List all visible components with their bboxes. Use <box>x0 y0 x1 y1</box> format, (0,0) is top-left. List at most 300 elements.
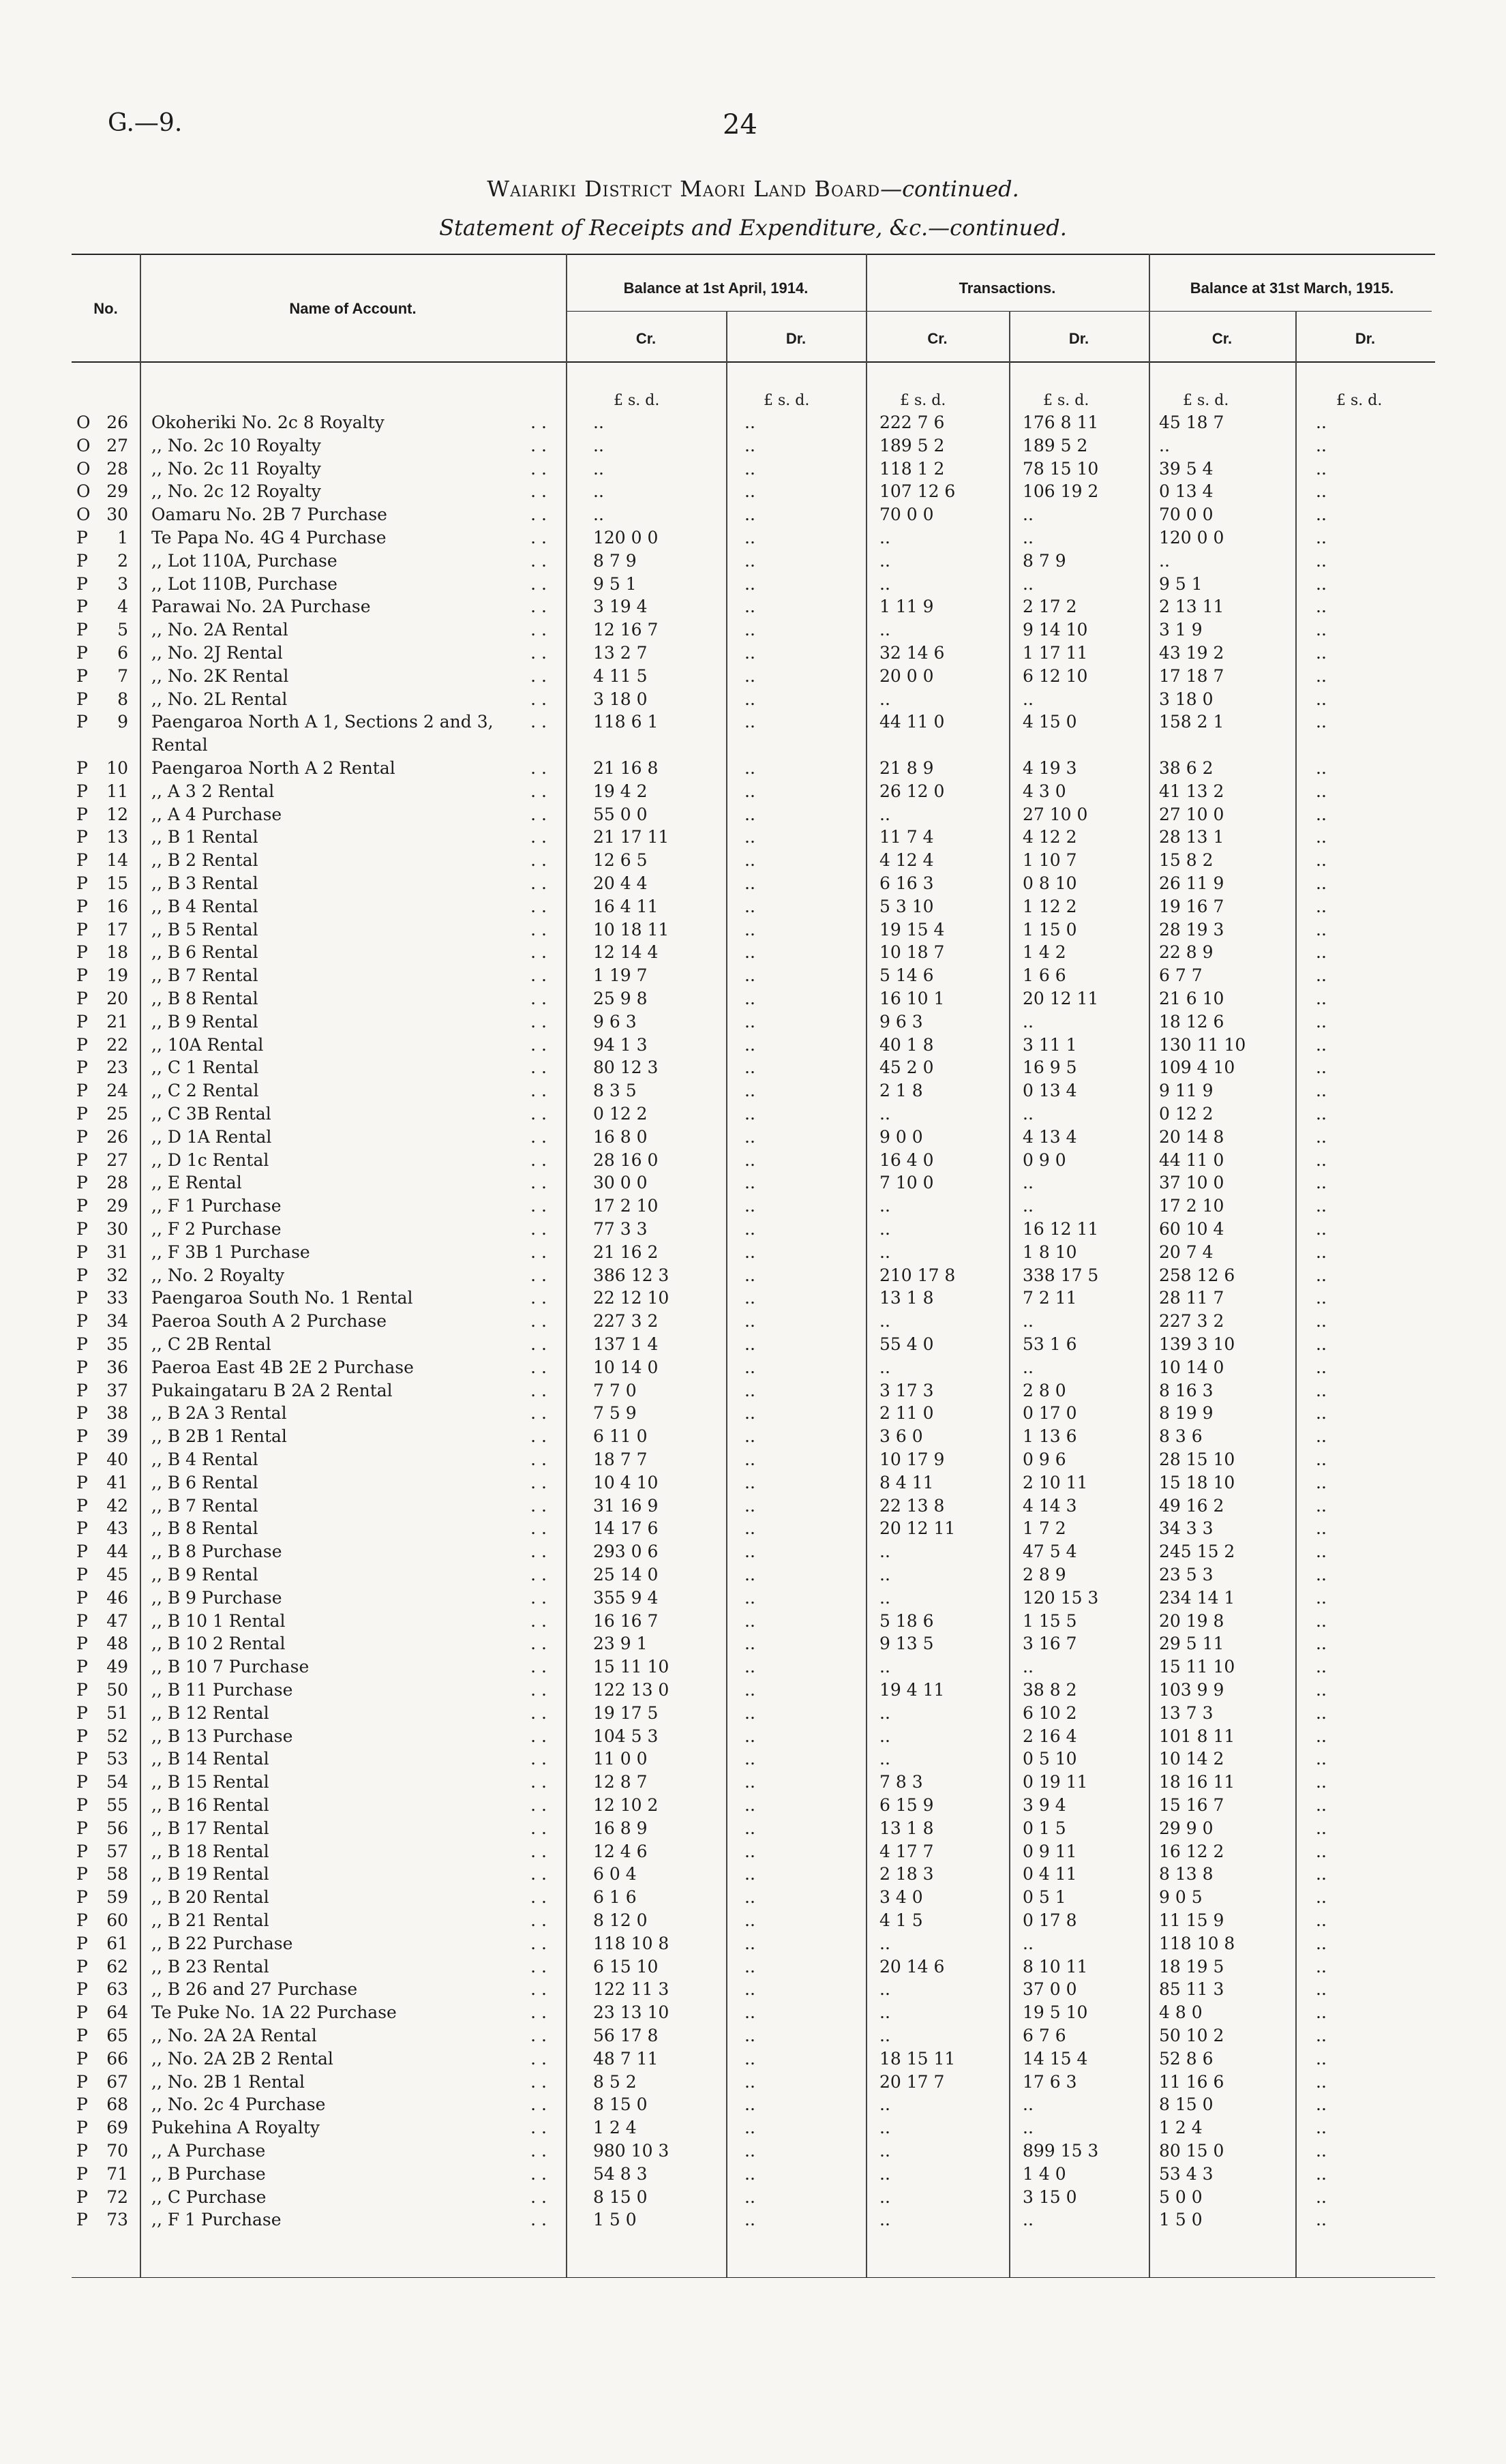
transaction-cr: 4 17 7 <box>879 1841 934 1861</box>
title-main: Waiariki District Maori Land Board <box>487 176 881 202</box>
transaction-dr: 338 17 5 <box>1023 1265 1099 1285</box>
account-prefix: O <box>76 458 91 479</box>
closing-dr: .. <box>1316 1173 1327 1193</box>
opening-cr: .. <box>593 435 604 455</box>
leader-dots: . . <box>530 942 547 963</box>
leader-dots: . . <box>530 827 547 847</box>
table-row <box>0 1310 1506 1333</box>
leader-dots: . . <box>530 1449 547 1469</box>
leader-dots: . . <box>530 665 547 686</box>
opening-cr: 7 5 9 <box>593 1403 637 1424</box>
transaction-cr: 32 14 6 <box>879 643 945 663</box>
table-row <box>0 1563 1506 1587</box>
transaction-cr: 1 11 9 <box>879 597 934 617</box>
transaction-cr: 107 12 6 <box>879 481 956 502</box>
closing-cr: 38 6 2 <box>1159 758 1214 778</box>
table-row <box>0 1079 1506 1102</box>
leader-dots: . . <box>530 919 547 940</box>
transaction-cr: 6 15 9 <box>879 1795 934 1815</box>
account-name: ,, No. 2c 10 Royalty <box>151 435 321 455</box>
account-name: ,, B 23 Rental <box>151 1956 269 1977</box>
account-name: Paeroa South A 2 Purchase <box>151 1311 387 1332</box>
opening-dr: .. <box>744 1979 755 2000</box>
account-number: 63 <box>106 1979 128 2000</box>
closing-cr: 6 7 7 <box>1159 965 1203 986</box>
table-row <box>0 618 1506 642</box>
transaction-dr: 53 1 6 <box>1023 1334 1077 1354</box>
transaction-cr: 13 1 8 <box>879 1818 934 1838</box>
closing-dr: .. <box>1316 1311 1327 1332</box>
transaction-cr: 16 4 0 <box>879 1150 934 1170</box>
opening-dr: .. <box>744 1357 755 1377</box>
transaction-cr: .. <box>879 2094 890 2115</box>
units-close-dr: £ s. d. <box>1336 392 1383 409</box>
account-number: 27 <box>106 435 128 455</box>
table-row <box>0 2001 1506 2024</box>
account-number: 27 <box>106 1150 128 1170</box>
closing-dr: .. <box>1316 1979 1327 2000</box>
document-reference: G.—9. <box>108 109 183 137</box>
opening-cr: 17 2 10 <box>593 1196 659 1216</box>
closing-cr: 0 13 4 <box>1159 481 1214 502</box>
account-prefix: P <box>76 2094 88 2115</box>
closing-cr: 13 7 3 <box>1159 1702 1214 1723</box>
closing-dr: .. <box>1316 1057 1327 1078</box>
account-number: 46 <box>106 1587 128 1608</box>
table-row <box>0 1702 1506 1725</box>
closing-dr: .. <box>1316 2002 1327 2023</box>
account-name: ,, A 3 2 Rental <box>151 781 275 801</box>
leader-dots: . . <box>530 2048 547 2069</box>
account-prefix: P <box>76 1726 88 1746</box>
closing-cr: 70 0 0 <box>1159 505 1214 525</box>
transaction-dr: 16 12 11 <box>1023 1219 1099 1239</box>
transaction-dr: .. <box>1023 1173 1034 1193</box>
account-name: Parawai No. 2A Purchase <box>151 597 371 617</box>
account-number: 29 <box>106 1196 128 1216</box>
account-prefix: P <box>76 1610 88 1631</box>
opening-dr: .. <box>744 919 755 940</box>
opening-cr: 227 3 2 <box>593 1311 659 1332</box>
account-prefix: P <box>76 1841 88 1861</box>
closing-dr: .. <box>1316 643 1327 663</box>
opening-dr: .. <box>744 1610 755 1631</box>
opening-dr: .. <box>744 1634 755 1654</box>
closing-cr: 52 8 6 <box>1159 2048 1214 2069</box>
account-number: 26 <box>106 1126 128 1147</box>
opening-cr: 10 18 11 <box>593 919 669 940</box>
leader-dots: . . <box>530 1288 547 1308</box>
page-number: 24 <box>723 109 757 140</box>
account-number: 22 <box>106 1034 128 1055</box>
transaction-dr: .. <box>1023 1933 1034 1953</box>
account-number: 29 <box>106 481 128 502</box>
leader-dots: . . <box>530 1265 547 1285</box>
closing-cr: 53 4 3 <box>1159 2163 1214 2184</box>
opening-dr: .. <box>744 2163 755 2184</box>
transaction-cr: 189 5 2 <box>879 435 945 455</box>
closing-cr: 18 16 11 <box>1159 1772 1235 1792</box>
closing-cr: 158 2 1 <box>1159 712 1224 732</box>
transaction-dr: 0 9 6 <box>1023 1449 1066 1469</box>
account-prefix: P <box>76 1795 88 1815</box>
account-number: 13 <box>106 827 128 847</box>
closing-cr: 26 11 9 <box>1159 873 1224 893</box>
transaction-cr: 16 10 1 <box>879 989 945 1008</box>
closing-dr: .. <box>1316 942 1327 963</box>
closing-dr: .. <box>1316 2048 1327 2069</box>
account-prefix: P <box>76 1449 88 1469</box>
leader-dots: . . <box>530 896 547 916</box>
table-row <box>0 1771 1506 1794</box>
leader-dots: . . <box>530 758 547 778</box>
leader-dots: . . <box>530 1011 547 1032</box>
transaction-dr: 2 8 9 <box>1023 1565 1066 1584</box>
leader-dots: . . <box>530 1126 547 1147</box>
closing-cr: 15 8 2 <box>1159 850 1214 871</box>
account-name: ,, No. 2A Rental <box>151 620 288 640</box>
opening-cr: 0 12 2 <box>593 1104 648 1124</box>
closing-cr: 50 10 2 <box>1159 2026 1224 2045</box>
account-prefix: P <box>76 919 88 940</box>
opening-cr: 30 0 0 <box>593 1173 648 1193</box>
table-row <box>0 595 1506 618</box>
account-number: 61 <box>106 1933 128 1953</box>
units-open-cr: £ s. d. <box>614 392 660 409</box>
transaction-dr: 4 15 0 <box>1023 712 1077 732</box>
transaction-dr: 2 10 11 <box>1023 1472 1088 1492</box>
opening-dr: .. <box>744 1150 755 1170</box>
account-prefix: P <box>76 1657 88 1677</box>
transaction-dr: 6 12 10 <box>1023 665 1088 686</box>
account-name: Rental <box>151 735 208 755</box>
transaction-cr: 2 1 8 <box>879 1081 923 1101</box>
account-prefix: P <box>76 781 88 801</box>
transaction-dr: 6 10 2 <box>1023 1702 1077 1723</box>
account-number: 33 <box>106 1288 128 1308</box>
transaction-dr: 0 9 0 <box>1023 1150 1066 1170</box>
closing-dr: .. <box>1316 2071 1327 2092</box>
account-number: 4 <box>117 597 128 617</box>
leader-dots: . . <box>530 1864 547 1884</box>
account-name: ,, E Rental <box>151 1173 242 1193</box>
closing-dr: .. <box>1316 1956 1327 1977</box>
account-prefix: P <box>76 643 88 663</box>
opening-dr: .. <box>744 1956 755 1977</box>
account-prefix: P <box>76 689 88 709</box>
table-row <box>0 2163 1506 2186</box>
closing-dr: .. <box>1316 1542 1327 1562</box>
leader-dots: . . <box>530 989 547 1008</box>
account-name: ,, B 3 Rental <box>151 873 258 893</box>
closing-dr: .. <box>1316 458 1327 479</box>
closing-cr: 80 15 0 <box>1159 2141 1224 2161</box>
opening-dr: .. <box>744 505 755 525</box>
leader-dots: . . <box>530 1702 547 1723</box>
account-number: 19 <box>106 965 128 986</box>
leader-dots: . . <box>530 850 547 871</box>
closing-dr: .. <box>1316 1265 1327 1285</box>
header-open-dr: Dr. <box>785 330 807 347</box>
transaction-cr: .. <box>879 2187 890 2207</box>
transaction-cr: 55 4 0 <box>879 1334 934 1354</box>
transaction-cr: 19 4 11 <box>879 1680 945 1700</box>
table-row <box>0 642 1506 665</box>
account-prefix: P <box>76 550 88 571</box>
closing-cr: 28 11 7 <box>1159 1288 1224 1308</box>
header-closing-balance: Balance at 31st March, 1915. <box>1190 280 1394 297</box>
account-prefix: P <box>76 2026 88 2045</box>
transaction-cr: .. <box>879 620 890 640</box>
account-prefix: P <box>76 850 88 871</box>
leader-dots: . . <box>530 689 547 709</box>
transaction-dr: 0 17 8 <box>1023 1910 1077 1930</box>
transaction-dr: 4 13 4 <box>1023 1126 1077 1147</box>
account-prefix: P <box>76 573 88 594</box>
account-prefix: P <box>76 758 88 778</box>
leader-dots: . . <box>530 1818 547 1838</box>
account-name: ,, No. 2L Rental <box>151 689 288 709</box>
opening-dr: .. <box>744 1518 755 1539</box>
account-name: ,, B 11 Purchase <box>151 1680 293 1700</box>
account-name: ,, B 2A 3 Rental <box>151 1403 287 1424</box>
closing-dr: .. <box>1316 1772 1327 1792</box>
table-row <box>0 457 1506 481</box>
account-number: 68 <box>106 2094 128 2115</box>
leader-dots: . . <box>530 1726 547 1746</box>
opening-dr: .. <box>744 550 755 571</box>
account-number: 38 <box>106 1403 128 1424</box>
leader-dots: . . <box>530 597 547 617</box>
account-number: 15 <box>106 873 128 893</box>
transaction-dr: 1 12 2 <box>1023 896 1077 916</box>
opening-cr: 6 11 0 <box>593 1426 648 1447</box>
opening-dr: .. <box>744 2210 755 2230</box>
table-row <box>0 780 1506 803</box>
account-name: ,, B 22 Purchase <box>151 1933 293 1953</box>
account-number: 51 <box>106 1702 128 1723</box>
opening-dr: .. <box>744 827 755 847</box>
opening-dr: .. <box>744 458 755 479</box>
transaction-cr: .. <box>879 804 890 824</box>
closing-dr: .. <box>1316 550 1327 571</box>
account-name: Paengaroa North A 2 Rental <box>151 758 395 778</box>
closing-cr: 8 16 3 <box>1159 1380 1214 1400</box>
transaction-cr: 222 7 6 <box>879 412 945 432</box>
transaction-cr: .. <box>879 1196 890 1216</box>
account-prefix: P <box>76 1702 88 1723</box>
opening-dr: .. <box>744 2187 755 2207</box>
transaction-cr: 118 1 2 <box>879 458 945 479</box>
table-row <box>0 1010 1506 1034</box>
leader-dots: . . <box>530 1380 547 1400</box>
transaction-dr: 0 5 1 <box>1023 1887 1066 1908</box>
leader-dots: . . <box>530 1104 547 1124</box>
account-number: 66 <box>106 2048 128 2069</box>
account-name: ,, C 2B Rental <box>151 1334 271 1354</box>
account-prefix: P <box>76 1680 88 1700</box>
account-name: ,, B 15 Rental <box>151 1772 269 1792</box>
table-row <box>0 2047 1506 2071</box>
account-name: ,, A 4 Purchase <box>151 804 282 824</box>
account-name: Pukehina A Royalty <box>151 2118 320 2138</box>
account-number: 34 <box>106 1311 128 1332</box>
closing-cr: 9 0 5 <box>1159 1887 1203 1908</box>
table-row <box>0 1978 1506 2001</box>
transaction-dr: 106 19 2 <box>1023 481 1099 502</box>
account-name: ,, B 2B 1 Rental <box>151 1426 287 1447</box>
account-name: ,, C Purchase <box>151 2187 267 2207</box>
account-name: ,, B 19 Rental <box>151 1864 269 1884</box>
opening-cr: 1 19 7 <box>593 965 648 986</box>
table-row <box>0 1333 1506 1356</box>
closing-cr: 109 4 10 <box>1159 1057 1235 1078</box>
transaction-cr: .. <box>879 1104 890 1124</box>
transaction-dr: 20 12 11 <box>1023 989 1099 1008</box>
account-prefix: P <box>76 896 88 916</box>
closing-dr: .. <box>1316 781 1327 801</box>
opening-cr: 980 10 3 <box>593 2141 669 2161</box>
table-row <box>0 1034 1506 1057</box>
account-name: ,, B 9 Rental <box>151 1565 258 1584</box>
table-row <box>0 1540 1506 1563</box>
account-name: ,, A Purchase <box>151 2141 266 2161</box>
opening-cr: 28 16 0 <box>593 1150 659 1170</box>
transaction-cr: .. <box>879 1219 890 1239</box>
table-row <box>0 434 1506 457</box>
account-number: 36 <box>106 1357 128 1377</box>
account-prefix: P <box>76 528 88 547</box>
leader-dots: . . <box>530 528 547 547</box>
transaction-cr: 21 8 9 <box>879 758 934 778</box>
account-prefix: P <box>76 1173 88 1193</box>
account-name: ,, B 9 Rental <box>151 1011 258 1032</box>
closing-cr: 23 5 3 <box>1159 1565 1214 1584</box>
account-number: 73 <box>106 2210 128 2230</box>
account-name: ,, B 6 Rental <box>151 942 258 963</box>
transaction-dr: 1 15 5 <box>1023 1610 1077 1631</box>
account-number: 49 <box>106 1657 128 1677</box>
transaction-dr: 1 7 2 <box>1023 1518 1066 1539</box>
closing-cr: 49 16 2 <box>1159 1495 1224 1516</box>
table-row <box>0 872 1506 895</box>
account-name: ,, B 1 Rental <box>151 827 258 847</box>
transaction-cr: 10 18 7 <box>879 942 945 963</box>
account-name: ,, B 2 Rental <box>151 850 258 871</box>
table-row <box>0 2024 1506 2047</box>
account-number: 24 <box>106 1081 128 1101</box>
account-number: 60 <box>106 1910 128 1930</box>
table-row <box>0 1425 1506 1448</box>
leader-dots: . . <box>530 1196 547 1216</box>
transaction-dr: .. <box>1023 573 1034 594</box>
closing-dr: .. <box>1316 1565 1327 1584</box>
account-number: 8 <box>117 689 128 709</box>
opening-dr: .. <box>744 1587 755 1608</box>
opening-dr: .. <box>744 1403 755 1424</box>
opening-cr: 9 6 3 <box>593 1011 637 1032</box>
account-number: 2 <box>117 550 128 571</box>
transaction-dr: 0 19 11 <box>1023 1772 1088 1792</box>
leader-dots: . . <box>530 1587 547 1608</box>
closing-cr: 27 10 0 <box>1159 804 1224 824</box>
account-name: ,, No. 2A 2B 2 Rental <box>151 2048 333 2069</box>
opening-dr: .. <box>744 1702 755 1723</box>
transaction-cr: 9 0 0 <box>879 1126 923 1147</box>
closing-cr: 15 18 10 <box>1159 1472 1235 1492</box>
leader-dots: . . <box>530 2187 547 2207</box>
transaction-cr: .. <box>879 689 890 709</box>
opening-cr: 12 14 4 <box>593 942 659 963</box>
account-number: 43 <box>106 1518 128 1539</box>
closing-cr: 101 8 11 <box>1159 1726 1235 1746</box>
table-row <box>0 918 1506 942</box>
closing-cr: 19 16 7 <box>1159 896 1224 916</box>
account-prefix: P <box>76 1587 88 1608</box>
units-trans-dr: £ s. d. <box>1043 392 1089 409</box>
account-number: 31 <box>106 1242 128 1262</box>
account-number: 65 <box>106 2026 128 2045</box>
account-number: 40 <box>106 1449 128 1469</box>
table-row <box>0 1356 1506 1379</box>
account-name: ,, B 12 Rental <box>151 1702 269 1723</box>
leader-dots: . . <box>530 712 547 732</box>
transaction-dr: 3 9 4 <box>1023 1795 1066 1815</box>
account-name: ,, B 6 Rental <box>151 1472 258 1492</box>
transaction-dr: 0 8 10 <box>1023 873 1077 893</box>
transaction-cr: 20 17 7 <box>879 2071 945 2092</box>
opening-cr: 12 6 5 <box>593 850 648 871</box>
closing-dr: .. <box>1316 1726 1327 1746</box>
table-row <box>0 1379 1506 1402</box>
transaction-dr: 899 15 3 <box>1023 2141 1099 2161</box>
account-number: 44 <box>106 1542 128 1562</box>
account-number: 30 <box>106 505 128 525</box>
account-number: 48 <box>106 1634 128 1654</box>
leader-dots: . . <box>530 458 547 479</box>
transaction-cr: 5 18 6 <box>879 1610 934 1631</box>
account-name: Paeroa East 4B 2E 2 Purchase <box>151 1357 414 1377</box>
account-prefix: P <box>76 1219 88 1239</box>
transaction-cr: .. <box>879 2210 890 2230</box>
transaction-dr: 120 15 3 <box>1023 1587 1099 1608</box>
closing-cr: 1 2 4 <box>1159 2118 1203 2138</box>
closing-cr: 43 19 2 <box>1159 643 1224 663</box>
leader-dots: . . <box>530 1841 547 1861</box>
transaction-dr: 4 19 3 <box>1023 758 1077 778</box>
closing-cr: 3 18 0 <box>1159 689 1214 709</box>
leader-dots: . . <box>530 412 547 432</box>
closing-cr: 16 12 2 <box>1159 1841 1224 1861</box>
account-name: ,, D 1c Rental <box>151 1150 269 1170</box>
account-name: ,, B 9 Purchase <box>151 1587 282 1608</box>
account-prefix: P <box>76 1380 88 1400</box>
leader-dots: . . <box>530 1150 547 1170</box>
opening-dr: .. <box>744 1311 755 1332</box>
closing-cr: 21 6 10 <box>1159 989 1224 1008</box>
account-name: Te Puke No. 1A 22 Purchase <box>151 2002 397 2023</box>
closing-cr: 15 11 10 <box>1159 1657 1235 1677</box>
closing-cr: 2 13 11 <box>1159 597 1224 617</box>
opening-cr: 12 4 6 <box>593 1841 648 1861</box>
opening-dr: .. <box>744 942 755 963</box>
leader-dots: . . <box>530 1634 547 1654</box>
closing-cr: 139 3 10 <box>1159 1334 1235 1354</box>
closing-dr: .. <box>1316 2094 1327 2115</box>
transaction-cr: 9 13 5 <box>879 1634 934 1654</box>
closing-dr: .. <box>1316 1933 1327 1953</box>
closing-dr: .. <box>1316 1150 1327 1170</box>
